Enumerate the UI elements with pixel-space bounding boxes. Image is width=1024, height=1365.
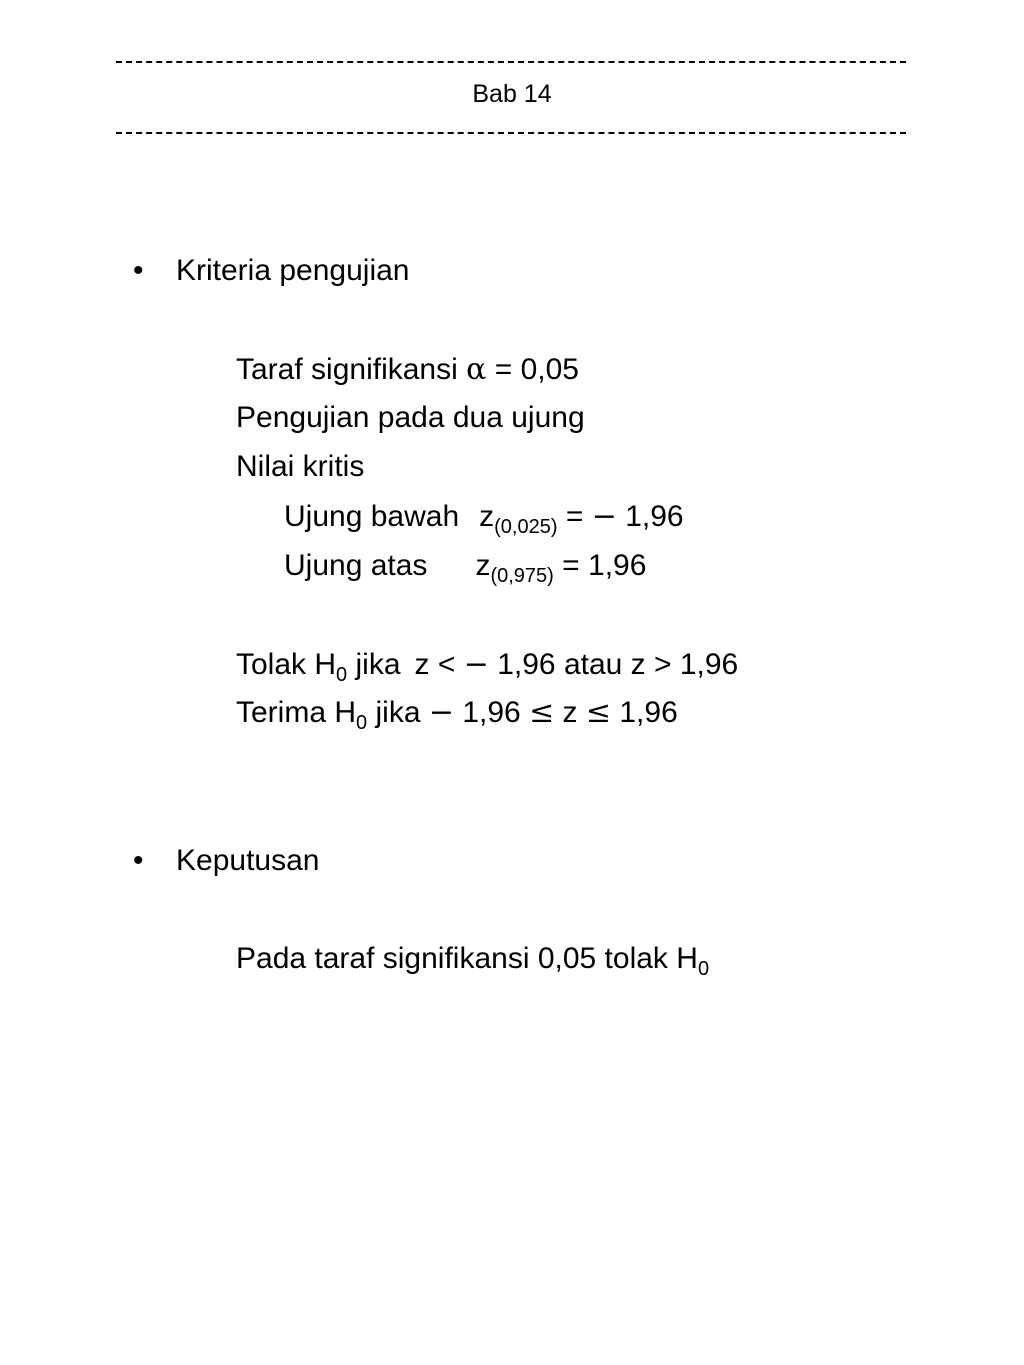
section-heading-kriteria: Kriteria pengujian [176, 254, 410, 287]
lower-equals: = [565, 500, 584, 533]
accept-rule-line [236, 695, 678, 734]
upper-z: z [475, 549, 491, 582]
reject-values: 1,96 atau z > 1,96 [497, 648, 739, 681]
upper-value: 1,96 [588, 549, 647, 582]
bullet-kriteria: • [133, 254, 144, 287]
reject-rule-line [236, 647, 739, 686]
lower-value: 1,96 [625, 500, 684, 533]
decision-text: Pada taraf signifikansi 0,05 tolak H [236, 942, 698, 975]
accept-jika: jika [375, 696, 421, 729]
reject-jika: jika [355, 648, 401, 681]
section-heading-keputusan: Keputusan [176, 844, 320, 877]
page-title: Bab 14 [472, 80, 552, 108]
taraf-label: Taraf signifikansi [236, 353, 458, 386]
upper-equals: = [562, 549, 580, 582]
lower-minus: − [591, 499, 617, 534]
accept-le-1: ≤ [529, 695, 555, 730]
reject-h0-subscript: 0 [336, 664, 348, 686]
reject-minus: − [463, 647, 489, 682]
lower-critical-line [284, 499, 684, 538]
taraf-line [236, 352, 579, 388]
accept-minus: − [428, 695, 454, 730]
header-bottom-divider [116, 132, 906, 134]
accept-prefix: Terima H [236, 696, 357, 729]
upper-z-subscript: (0,975) [490, 565, 554, 587]
accept-z: z [562, 696, 578, 729]
alpha-symbol: α [466, 352, 487, 387]
lower-label: Ujung bawah [284, 500, 460, 533]
two-tailed-line: Pengujian pada dua ujung [236, 401, 585, 434]
upper-label: Ujung atas [284, 549, 428, 582]
reject-prefix: Tolak H [236, 648, 337, 681]
bullet-keputusan: • [133, 844, 144, 877]
accept-value-high: 1,96 [619, 696, 678, 729]
upper-critical-line [284, 548, 647, 587]
reject-z-less: z < [414, 648, 456, 681]
taraf-value: 0,05 [520, 353, 579, 386]
lower-z: z [479, 500, 495, 533]
header-top-divider [116, 61, 906, 63]
lower-z-subscript: (0,025) [494, 516, 558, 538]
decision-line [236, 941, 710, 980]
accept-h0-subscript: 0 [356, 712, 368, 734]
accept-value-low: 1,96 [462, 696, 521, 729]
decision-h0-subscript: 0 [697, 958, 710, 980]
accept-le-2: ≤ [585, 695, 612, 730]
taraf-equals: = [494, 353, 513, 386]
critical-heading: Nilai kritis [236, 450, 365, 483]
